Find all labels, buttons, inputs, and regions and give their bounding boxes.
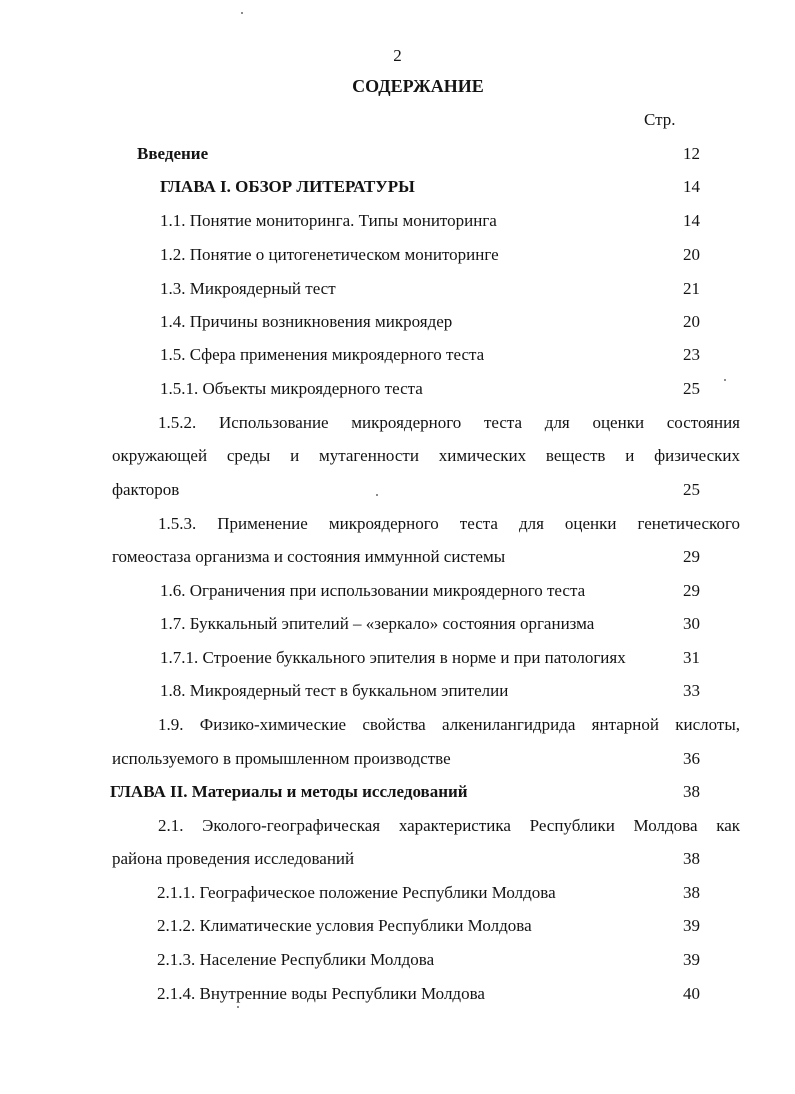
toc-entry-chapter-2: ГЛАВА II. Материалы и методы исследований (110, 782, 468, 801)
scan-speck (237, 1006, 239, 1008)
toc-entry: 1.7.1. Строение буккального эпителия в норме и при патологиях (160, 648, 626, 667)
toc-page-number: 30 (683, 614, 700, 633)
toc-entry: 2.1.1. Географическое положение Республики Молдова (157, 883, 556, 902)
toc-page-number: 40 (683, 984, 700, 1003)
toc-entry: 2.1.4. Внутренние воды Республики Молдова (157, 984, 485, 1003)
toc-entry-line: окружающей среды и мутагенности химических веществ и физических (112, 446, 740, 465)
toc-page-number: 29 (683, 547, 700, 566)
toc-page-number: 36 (683, 749, 700, 768)
toc-entry-chapter-1: ГЛАВА I. ОБЗОР ЛИТЕРАТУРЫ (160, 177, 415, 196)
toc-page-number: 25 (683, 480, 700, 499)
toc-page-number: 29 (683, 581, 700, 600)
page-title: СОДЕРЖАНИЕ (352, 76, 484, 96)
scan-speck (724, 379, 726, 381)
toc-page-number: 38 (683, 849, 700, 868)
toc-page-number: 20 (683, 312, 700, 331)
toc-page-number: 20 (683, 245, 700, 264)
toc-entry: 1.6. Ограничения при использовании микроядерного теста (160, 581, 586, 600)
toc-entry-line: используемого в промышленном производстве (112, 749, 451, 768)
toc-entry: 1.5.1. Объекты микроядерного теста (160, 379, 423, 398)
toc-entry: 1.4. Причины возникновения микроядер (160, 312, 453, 331)
toc-entry: 1.5. Сфера применения микроядерного теста (160, 345, 485, 364)
toc-entry-line: 2.1. Эколого-географическая характеристика Республики Молдова как (158, 816, 740, 835)
toc-page-number: 14 (683, 211, 700, 230)
toc-page-number: 39 (683, 950, 700, 969)
toc-entry-line: 1.9. Физико-химические свойства алкенилангидрида янтарной кислоты, (158, 715, 740, 734)
toc-entry-line: района проведения исследований (112, 849, 355, 868)
toc-entry-line: гомеостаза организма и состояния иммунной системы (112, 547, 506, 566)
toc-entry: 1.8. Микроядерный тест в буккальном эпителии (160, 681, 509, 700)
toc-entry-line: 1.5.3. Применение микроядерного теста для оценки генетического (158, 514, 740, 533)
toc-entry: 2.1.3. Население Республики Молдова (157, 950, 435, 969)
toc-entry: 1.1. Понятие мониторинга. Типы мониторинга (160, 211, 497, 230)
toc-page-number: 12 (683, 144, 700, 163)
scan-speck (376, 494, 378, 496)
toc-page-number: 31 (683, 648, 700, 667)
toc-entry: 1.3. Микроядерный тест (160, 279, 336, 298)
page-column-header: Стр. (644, 110, 676, 129)
toc-page-number: 23 (683, 345, 700, 364)
toc-entry-line: факторов (112, 480, 180, 499)
toc-page-number: 33 (683, 681, 700, 700)
scan-speck (241, 12, 243, 14)
toc-page-number: 38 (683, 782, 700, 801)
toc-page-number: 39 (683, 916, 700, 935)
toc-entry: 1.2. Понятие о цитогенетическом мониторинге (160, 245, 499, 264)
toc-page-number: 21 (683, 279, 700, 298)
toc-entry-line: 1.5.2. Использование микроядерного теста для оценки состояния (158, 413, 740, 432)
page-number: 2 (393, 46, 402, 65)
toc-page-number: 38 (683, 883, 700, 902)
toc-page-number: 25 (683, 379, 700, 398)
toc-page-number: 14 (683, 177, 700, 196)
toc-entry-intro: Введение (137, 144, 209, 163)
toc-entry: 2.1.2. Климатические условия Республики Молдова (157, 916, 532, 935)
toc-entry: 1.7. Буккальный эпителий – «зеркало» состояния организма (160, 614, 595, 633)
